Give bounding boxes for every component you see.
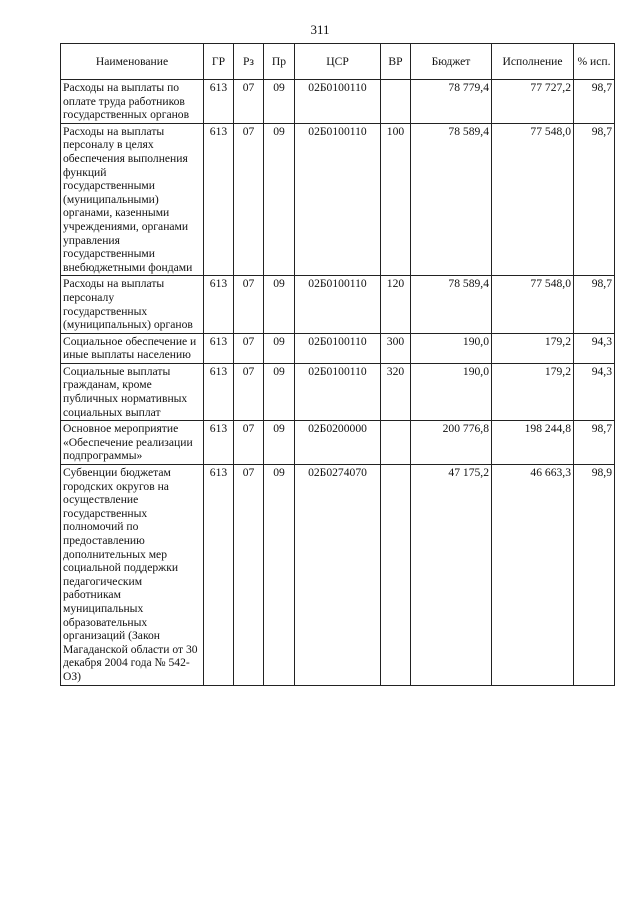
row-rz: 07 [234, 276, 264, 333]
row-percent: 98,7 [574, 276, 615, 333]
row-budget: 190,0 [411, 333, 492, 363]
header-vr: ВР [381, 44, 411, 80]
row-percent: 98,7 [574, 421, 615, 465]
row-gr: 613 [204, 80, 234, 124]
header-pr: Пр [264, 44, 295, 80]
row-name: Основное мероприятие «Обеспечение реализации подпрограммы» [61, 421, 204, 465]
row-execution: 198 244,8 [492, 421, 574, 465]
row-budget: 47 175,2 [411, 465, 492, 686]
row-execution: 179,2 [492, 333, 574, 363]
table-row [61, 333, 615, 363]
row-name: Социальное обеспечение и иные выплаты населению [61, 333, 204, 363]
row-csr: 02Б0274070 [295, 465, 381, 686]
row-csr: 02Б0100110 [295, 123, 381, 276]
row-name: Социальные выплаты гражданам, кроме публичных нормативных социальных выплат [61, 363, 204, 420]
row-csr: 02Б0200000 [295, 421, 381, 465]
row-pr: 09 [264, 465, 295, 686]
row-name: Расходы на выплаты персоналу в целях обеспечения выполнения функций государственными (муниципальными) органами, казенными учреждениями, органами управления государственными внебюджетными фондами [61, 123, 204, 276]
row-csr: 02Б0100110 [295, 333, 381, 363]
row-pr: 09 [264, 276, 295, 333]
row-percent: 98,7 [574, 123, 615, 276]
row-name: Расходы на выплаты по оплате труда работников государственных органов [61, 80, 204, 124]
row-vr [381, 421, 411, 465]
table-row [61, 276, 615, 333]
row-rz: 07 [234, 80, 264, 124]
row-budget: 190,0 [411, 363, 492, 420]
page-number: 311 [310, 22, 330, 37]
header-csr: ЦСР [295, 44, 381, 80]
row-percent: 98,7 [574, 80, 615, 124]
row-vr: 300 [381, 333, 411, 363]
row-execution: 179,2 [492, 363, 574, 420]
table-row [61, 123, 615, 276]
row-budget: 78 589,4 [411, 123, 492, 276]
table-row [61, 421, 615, 465]
row-vr: 100 [381, 123, 411, 276]
row-execution: 77 548,0 [492, 123, 574, 276]
table-header-row [61, 44, 615, 80]
row-name: Субвенции бюджетам городских округов на осуществление государственных полномочий по предоставлению дополнительных мер социальной поддержки педагогическим работникам муниципальных образовательных организаций (Закон Магаданской области от 30 декабря 2004 года № 542-ОЗ) [61, 465, 204, 686]
table-row [61, 465, 615, 686]
row-pr: 09 [264, 421, 295, 465]
row-vr: 320 [381, 363, 411, 420]
row-pr: 09 [264, 123, 295, 276]
row-vr [381, 80, 411, 124]
row-execution: 77 548,0 [492, 276, 574, 333]
row-rz: 07 [234, 123, 264, 276]
header-gr: ГР [204, 44, 234, 80]
header-execution: Исполнение [492, 44, 574, 80]
row-gr: 613 [204, 465, 234, 686]
header-percent: % исп. [574, 44, 615, 80]
header-budget: Бюджет [411, 44, 492, 80]
row-execution: 46 663,3 [492, 465, 574, 686]
row-rz: 07 [234, 421, 264, 465]
row-pr: 09 [264, 80, 295, 124]
row-csr: 02Б0100110 [295, 80, 381, 124]
row-vr: 120 [381, 276, 411, 333]
row-percent: 94,3 [574, 333, 615, 363]
row-budget: 78 779,4 [411, 80, 492, 124]
table-row [61, 80, 615, 124]
header-name: Наименование [61, 44, 204, 80]
budget-table [60, 43, 615, 686]
row-budget: 200 776,8 [411, 421, 492, 465]
row-gr: 613 [204, 123, 234, 276]
row-vr [381, 465, 411, 686]
row-pr: 09 [264, 333, 295, 363]
row-gr: 613 [204, 333, 234, 363]
row-rz: 07 [234, 333, 264, 363]
row-csr: 02Б0100110 [295, 363, 381, 420]
row-execution: 77 727,2 [492, 80, 574, 124]
row-gr: 613 [204, 276, 234, 333]
row-gr: 613 [204, 421, 234, 465]
row-rz: 07 [234, 363, 264, 420]
row-budget: 78 589,4 [411, 276, 492, 333]
row-name: Расходы на выплаты персоналу государственных (муниципальных) органов [61, 276, 204, 333]
row-gr: 613 [204, 363, 234, 420]
row-csr: 02Б0100110 [295, 276, 381, 333]
header-rz: Рз [234, 44, 264, 80]
row-rz: 07 [234, 465, 264, 686]
row-percent: 98,9 [574, 465, 615, 686]
row-pr: 09 [264, 363, 295, 420]
row-percent: 94,3 [574, 363, 615, 420]
table-row [61, 363, 615, 420]
